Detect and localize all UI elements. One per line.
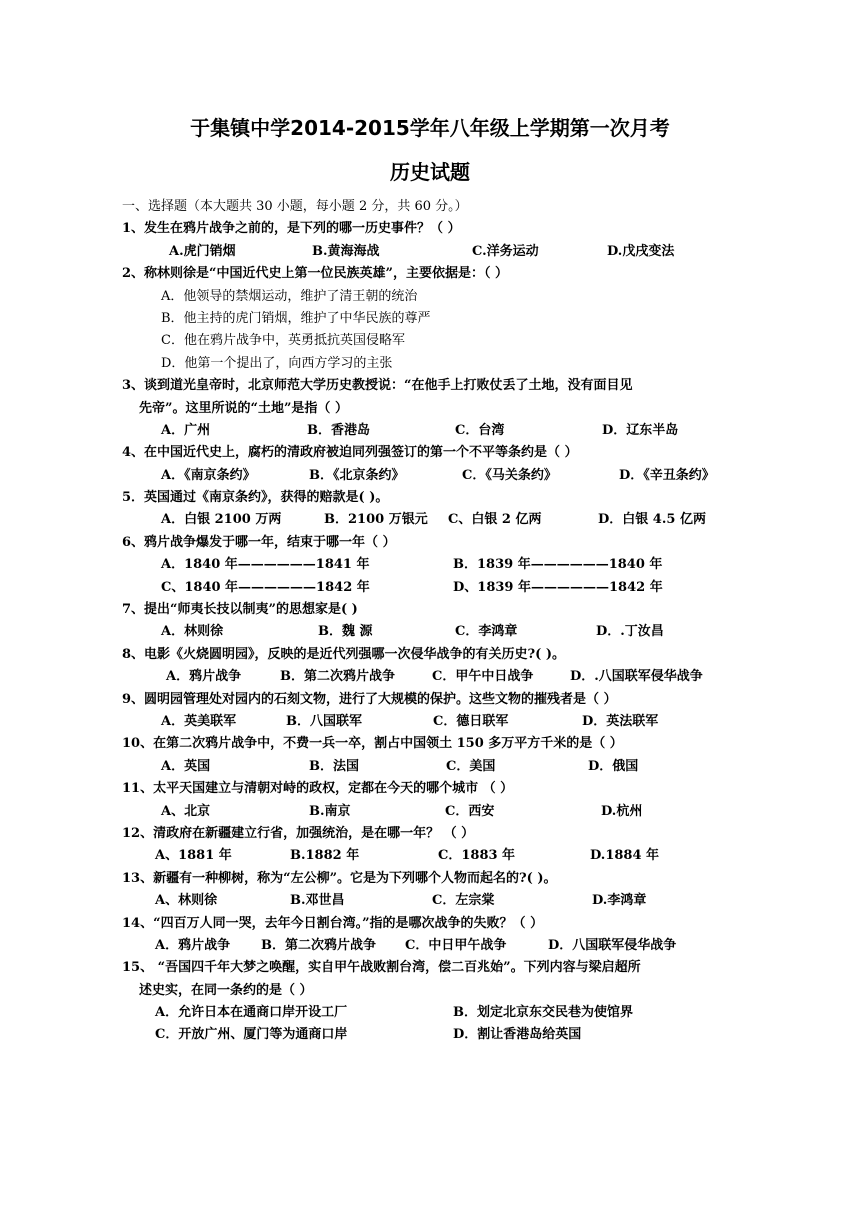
option-a: A．英美联军: [161, 713, 237, 729]
option-c: C.洋务运动: [472, 243, 539, 259]
question-7: 7、提出“师夷长技以制夷”的思想家是( ): [122, 602, 358, 618]
option-b: B．第二次鸦片战争: [280, 669, 395, 685]
option-b: B.邓世昌: [290, 893, 345, 909]
options-1: [122, 241, 762, 263]
option-c: C．甲午中日战争: [432, 669, 534, 685]
options-11: [122, 801, 762, 823]
question-5: 5．英国通过《南京条约》，获得的赔款是( )。: [122, 490, 389, 506]
question-3: 3、谈到道光皇帝时，北京师范大学历史教授说：“在他手上打败仗丢了土地，没有面目见: [122, 378, 633, 394]
option-a: A、1881 年: [155, 848, 232, 864]
option-d: D．.八国联军侵华战争: [570, 669, 703, 685]
option-b: B．魏 源: [318, 624, 373, 640]
option-d: D．辽东半岛: [602, 422, 679, 438]
option-b: B．《北京条约》: [309, 467, 405, 483]
option-c: C．美国: [446, 758, 496, 774]
option-b: B.南京: [309, 803, 351, 819]
section-heading: 一、选择题（本大题共 30 小题，每小题 2 分，共 60 分。）: [122, 199, 468, 214]
option-c: C．《马关条约》: [462, 467, 557, 483]
option-a: A、北京: [161, 803, 211, 819]
options-13: [122, 890, 762, 912]
subject-title: 历史试题: [390, 160, 470, 184]
option-c: C．西安: [445, 803, 495, 819]
question-6: 6、鸦片战争爆发于哪一年，结束于哪一年（ ）: [122, 534, 396, 550]
options-6-row2: [122, 577, 762, 599]
option-b: B．2100 万银元: [324, 512, 428, 528]
options-15-row1: [122, 1002, 762, 1024]
option-a: A．广州: [161, 422, 211, 438]
question-9: 9、圆明园管理处对园内的石刻文物，进行了大规模的保护。这些文物的摧残者是（ ）: [122, 691, 617, 707]
option-c: C．1883 年: [438, 848, 516, 864]
option-c: C．李鸿章: [455, 624, 518, 640]
option-b: B．法国: [309, 758, 359, 774]
option-b: B.1882 年: [290, 848, 360, 864]
option-c: C．他在鸦片战争中，英勇抵抗英国侵略军: [161, 333, 405, 349]
option-c: C．左宗棠: [432, 893, 495, 909]
option-d: D．八国联军侵华战争: [548, 937, 677, 953]
option-d: D．白银 4.5 亿两: [598, 512, 706, 528]
options-8: [122, 666, 762, 688]
question-2: 2、称林则徐是“中国近代史上第一位民族英雄”，主要依据是：（ ）: [122, 266, 509, 282]
question-14: 14、“四百万人同一哭，去年今日割台湾。”指的是哪次战争的失败？（ ）: [122, 915, 544, 931]
option-b: B．他主持的虎门销烟，维护了中华民族的尊严: [161, 310, 431, 326]
option-c: C．中日甲午战争: [405, 937, 507, 953]
option-b: B.黄海海战: [312, 243, 380, 259]
option-d: D.1884 年: [590, 848, 660, 864]
option-a: A.虎门销烟: [169, 243, 236, 259]
question-8: 8、电影《火烧圆明园》，反映的是近代列强哪一次侵华战争的有关历史?( )。: [122, 646, 565, 662]
option-a: A、林则徐: [155, 893, 218, 909]
question-list: [122, 196, 762, 1047]
options-6-row1: [122, 554, 762, 576]
options-7: [122, 621, 762, 643]
question-3-continued: 先帝”。这里所说的“土地”是指（ ）: [139, 400, 348, 416]
option-c: C、白银 2 亿两: [448, 512, 542, 528]
option-c: C．台湾: [455, 422, 505, 438]
option-a: A．白银 2100 万两: [161, 512, 282, 528]
options-14: [122, 935, 762, 957]
option-d: D．英法联军: [582, 713, 659, 729]
option-b: B．第二次鸦片战争: [261, 937, 376, 953]
question-15: 15、 “吾国四千年大梦之唤醒，实自甲午战败割台湾，偿二百兆始”。下列内容与梁启超所: [122, 960, 641, 976]
option-b: B．划定北京东交民巷为使馆界: [453, 1005, 633, 1021]
option-a: A．允许日本在通商口岸开设工厂: [155, 1005, 348, 1021]
question-4: 4、在中国近代史上，腐朽的清政府被迫同列强签订的第一个不平等条约是（ ）: [122, 445, 578, 461]
question-13: 13、新疆有一种柳树，称为“左公柳”。它是为下列哪个人物而起名的?( )。: [122, 870, 557, 886]
option-c: C、1840 年——————1842 年: [161, 579, 370, 595]
option-a: A．林则徐: [161, 624, 224, 640]
option-d: D．.丁汝昌: [596, 624, 664, 640]
exam-title: 于集镇中学2014-2015学年八年级上学期第一次月考: [190, 116, 670, 140]
option-b: B．香港岛: [307, 422, 370, 438]
option-d: D.杭州: [601, 803, 643, 819]
option-c: C．开放广州、厦门等为通商口岸: [155, 1027, 348, 1043]
options-5: [122, 509, 762, 531]
question-12: 12、清政府在新疆建立行省，加强统治，是在哪一年？ （ ）: [122, 825, 475, 841]
option-a: A．他领导的禁烟运动，维护了清王朝的统治: [161, 288, 418, 304]
option-a: A．英国: [161, 758, 211, 774]
option-a: A．《南京条约》: [161, 467, 256, 483]
options-9: [122, 711, 762, 733]
option-a: A．鸦片战争: [155, 937, 231, 953]
question-1: 1、发生在鸦片战争之前的，是下列的哪一历史事件？（ ）: [122, 221, 461, 237]
option-a: A．鸦片战争: [166, 669, 242, 685]
option-d: D.戊戌变法: [607, 243, 675, 259]
options-10: [122, 756, 762, 778]
option-c: C．德日联军: [433, 713, 509, 729]
option-d: D.李鸿章: [592, 893, 647, 909]
option-d: D．割让香港岛给英国: [453, 1027, 582, 1043]
option-d: D．他第一个提出了，向西方学习的主张: [161, 355, 393, 371]
question-11: 11、太平天国建立与清朝对峙的政权，定都在今天的哪个城市 （ ）: [122, 781, 514, 797]
options-4: [122, 465, 762, 487]
option-d: D．《辛丑条约》: [619, 467, 715, 483]
option-a: A．1840 年——————1841 年: [161, 557, 370, 573]
options-12: [122, 845, 762, 867]
options-3: [122, 420, 762, 442]
question-15-continued: 述史实，在同一条约的是（ ）: [139, 982, 313, 998]
question-10: 10、在第二次鸦片战争中，不费一兵一卒，割占中国领土 150 多万平方千米的是（ ）: [122, 736, 623, 752]
option-b: B．八国联军: [286, 713, 362, 729]
options-15-row2: [122, 1024, 762, 1046]
option-d: D．俄国: [588, 758, 639, 774]
option-d: D、1839 年——————1842 年: [453, 579, 663, 595]
option-b: B．1839 年——————1840 年: [453, 557, 663, 573]
